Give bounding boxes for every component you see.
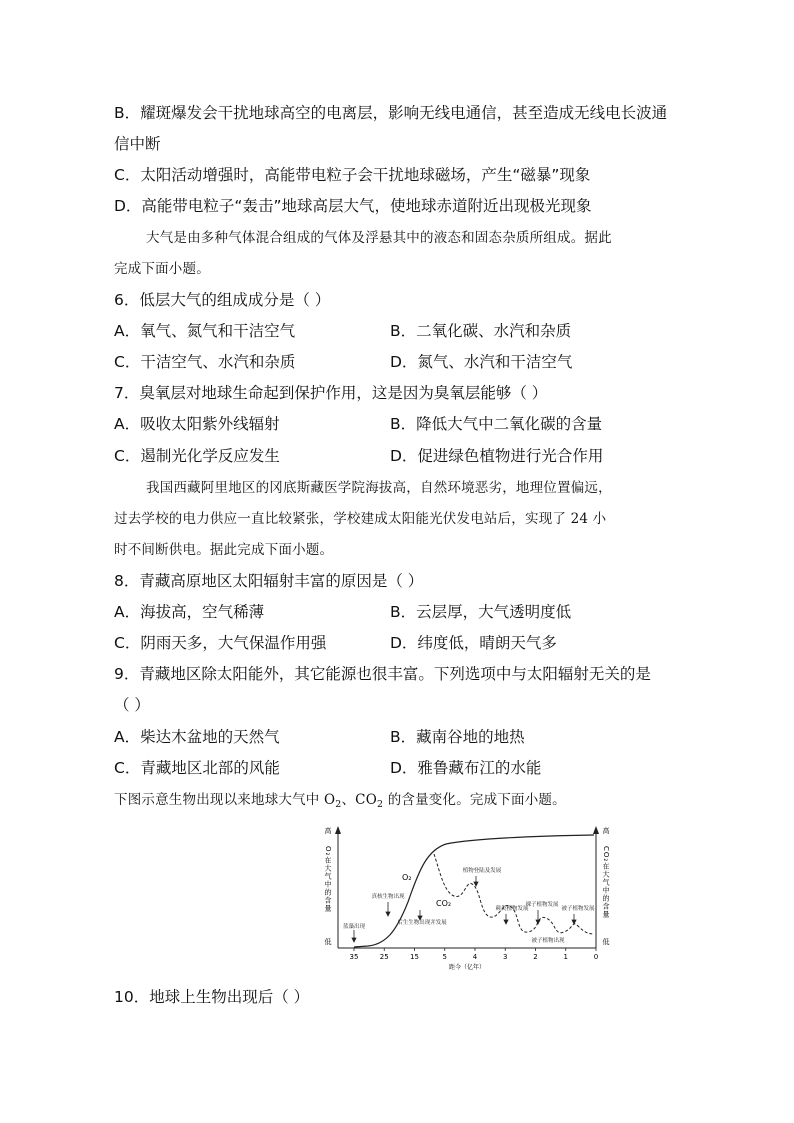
annotation-gymnosperms: 裸子植物发展 [525,902,559,908]
material2-line1: 我国西藏阿里地区的冈底斯藏医学院海拔高，自然环境恶劣，地理位置偏远， [146,480,612,496]
x-tick-label: 5 [442,953,447,961]
material1-line2: 完成下面小题。 [114,261,210,277]
co2-curve [434,854,594,934]
q6-option-a: A．氧气、氮气和干洁空气 [114,322,296,340]
q9-option-c: C．青藏地区北部的风能 [114,759,280,777]
material3-line [114,790,566,815]
material3-mid: 、CO [341,792,377,808]
q9-stem-blank: （ ） [114,696,150,714]
q7-option-c: C．遏制光化学反应发生 [114,447,280,465]
q6-option-c: C．干洁空气、水汽和杂质 [114,353,296,371]
q6-option-b: B．二氧化碳、水汽和杂质 [390,322,572,340]
material3-sub2: 2 [376,799,384,810]
q5-option-b-line1: B．耀斑爆发会干扰地球高空的电离层，影响无线电通信，甚至造成无线电长波通 [114,104,668,122]
x-tick-label: 35 [349,953,359,961]
x-tick-label: 15 [410,953,419,961]
x-tick-label: 1 [563,953,568,961]
material3-sub1: 2 [335,799,342,810]
q8-option-a: A．海拔高，空气稀薄 [114,603,265,621]
q8-option-c: C．阴雨天多，大气保温作用强 [114,634,327,652]
material3-pre: 下图示意生物出现以来地球大气中 O [114,792,336,808]
material2-line3: 时不间断供电。据此完成下面小题。 [114,542,334,558]
annotation-metazoa: 后生生物出现并发展 [397,920,447,926]
annotation-angiosperm-development: 被子植物发展 [561,906,595,912]
x-tick-label: 2 [533,953,538,961]
annotation-cyanobacteria: 蓝藻出现 [342,924,366,930]
q7-option-b: B．降低大气中二氧化碳的含量 [390,415,603,433]
q8-option-b: B．云层厚，大气透明度低 [390,603,572,621]
q7-stem: 7．臭氧层对地球生命起到保护作用，这是因为臭氧层能够（ ） [114,384,548,402]
q9-option-b: B．藏南谷地的地热 [390,728,525,746]
q5-option-c: C．太阳活动增强时，高能带电粒子会干扰地球磁场，产生“磁暴”现象 [114,166,591,184]
material1-line1: 大气是由多种气体混合组成的气体及浮悬其中的液态和固态杂质所组成。据此 [146,230,612,246]
q6-option-d: D．氮气、水汽和干洁空气 [390,353,573,371]
left-axis-high: 高 [324,827,332,835]
right-axis-high: 高 [602,827,610,835]
q9-option-a: A．柴达木盆地的天然气 [114,728,280,746]
left-axis-arrow-icon [335,826,341,834]
material3-post: 的含量变化。完成下面小题。 [383,792,566,808]
q5-option-d: D．高能带电粒子“轰击”地球高层大气，使地球赤道附近出现极光现象 [114,197,592,215]
q8-stem: 8．青藏高原地区太阳辐射丰富的原因是（ ） [114,572,424,590]
x-tick-label: 0 [593,953,599,961]
x-axis-label: 距今（亿年） [448,964,486,971]
right-axis-arrow-icon [593,826,599,834]
co2-series-label: CO₂ [436,899,452,908]
atmosphere-composition-chart [316,822,616,972]
q9-stem: 9．青藏地区除太阳能外，其它能源也很丰富。下列选项中与太阳辐射无关的是 [114,665,651,683]
annotation-angiosperm-appearance: 被子植物出现 [531,938,565,944]
o2-curve [354,835,594,947]
annotation-ferns: 蕨类植物发展 [495,906,529,912]
left-axis-low: 低 [324,938,332,946]
q7-option-d: D．促进绿色植物进行光合作用 [390,447,604,465]
right-axis-label: CO₂在大气中的含量 [602,846,610,919]
q5-option-b-line2: 信中断 [114,135,161,153]
q9-option-d: D．雅鲁藏布江的水能 [390,759,542,777]
left-axis-label: O₂在大气中的含量 [324,846,332,913]
o2-series-label: O₂ [402,873,412,882]
q6-stem: 6．低层大气的组成成分是（ ） [114,291,331,309]
q7-option-a: A．吸收太阳紫外线辐射 [114,415,280,433]
right-axis-low: 低 [602,938,610,946]
x-tick-label: 3 [503,953,508,961]
x-ticks [350,948,599,961]
q10-stem: 10．地球上生物出现后（ ） [114,988,310,1006]
q8-option-d: D．纬度低，晴朗天气多 [390,634,557,652]
annotation-land-plants: 植物登陆及发展 [462,868,502,874]
annotation-eukaryotes: 真核生物出现 [371,894,405,900]
material2-line2: 过去学校的电力供应一直比较紧张，学校建成太阳能光伏发电站后，实现了 24 小 [114,511,607,527]
x-tick-label: 25 [379,953,389,961]
x-tick-label: 4 [472,953,478,961]
